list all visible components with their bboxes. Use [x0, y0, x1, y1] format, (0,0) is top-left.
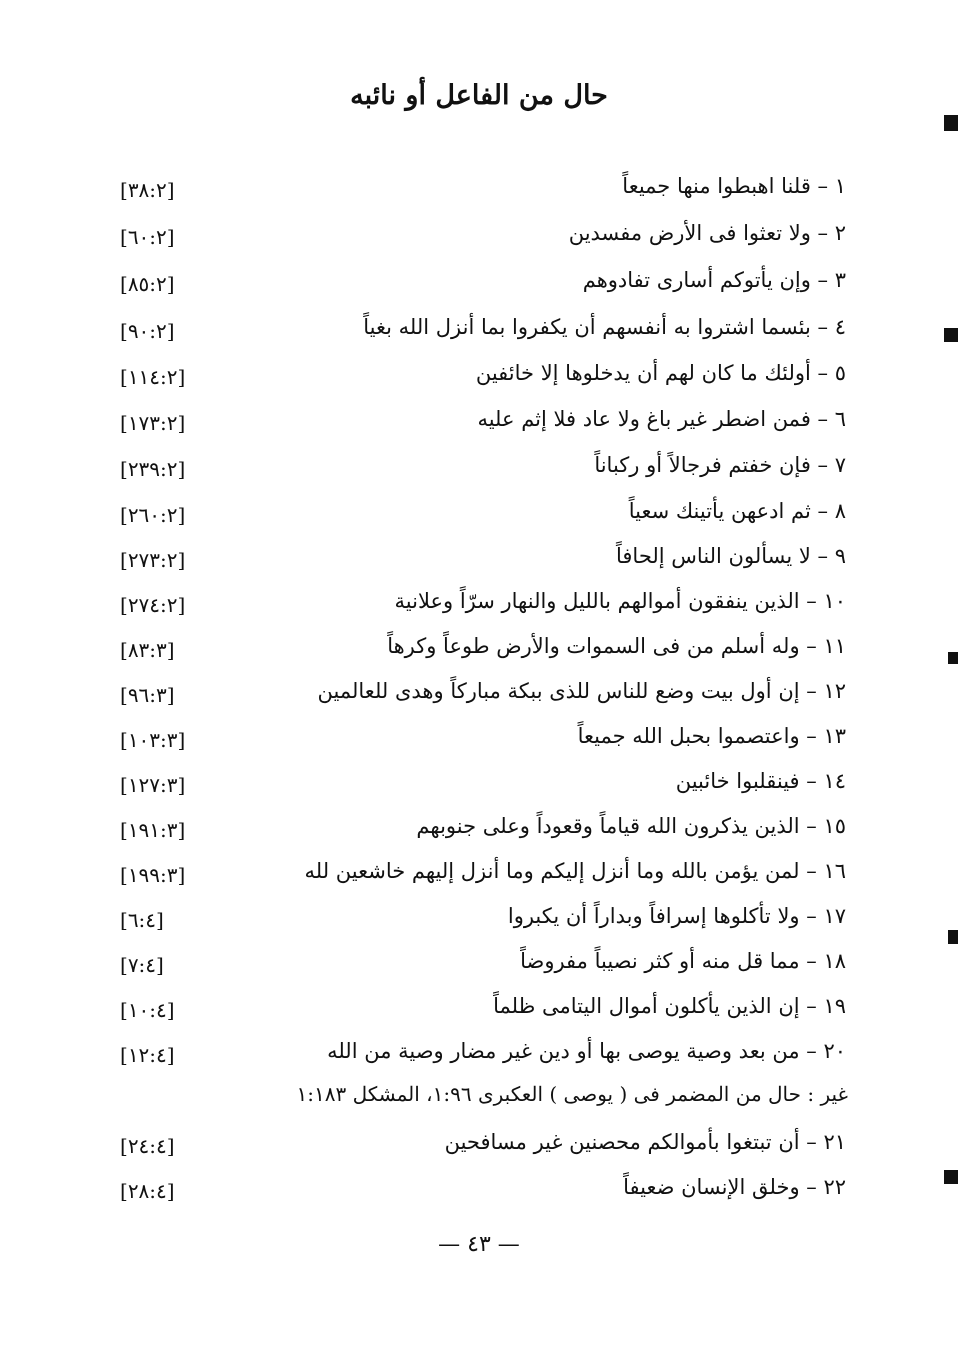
- entry-row: [0, 587, 958, 631]
- entry-row: [0, 992, 958, 1036]
- entry-row: [0, 497, 958, 541]
- verse-text: ١ – قلنا اهبطوا منها جميعاً: [622, 174, 846, 198]
- verse-reference: [٧:٤]: [120, 953, 164, 977]
- footnote-line: غير : حال من المضمر فى ( يوصى ) العكبرى ١:٩٦، المشكل ١:١٨٣: [296, 1082, 848, 1106]
- verse-text: ١٤ – فينقلبوا خائبين: [675, 769, 846, 793]
- scan-edge-mark: [948, 652, 958, 664]
- entry-row: [0, 405, 958, 449]
- entry-row: [0, 313, 958, 357]
- entry-row: [0, 359, 958, 403]
- verse-reference: [٢٧٤:٢]: [120, 593, 186, 617]
- verse-reference: [٩٦:٣]: [120, 683, 175, 707]
- verse-reference: [١٠٣:٣]: [120, 728, 186, 752]
- verse-reference: [٦٠:٢]: [120, 225, 175, 249]
- entry-row: [0, 1173, 958, 1217]
- verse-text: ١٥ – الذين يذكرون الله قياماً وقعوداً وعلى جنوبهم: [416, 814, 846, 838]
- entry-row: [0, 857, 958, 901]
- entry-row: [0, 902, 958, 946]
- verse-text: ٨ – ثم ادعهن يأتينك سعياً: [628, 499, 846, 523]
- verse-reference: [٢٨:٤]: [120, 1179, 175, 1203]
- scan-edge-mark: [944, 328, 958, 342]
- verse-text: ١١ – وله أسلم من فى السموات والأرض طوعاً وكرهاً: [387, 634, 846, 658]
- verse-text: ٢ – ولا تعثوا فى الأرض مفسدين: [568, 221, 846, 245]
- scan-edge-mark: [944, 115, 958, 131]
- entry-row: [0, 451, 958, 495]
- verse-reference: [٢٣٩:٢]: [120, 457, 186, 481]
- page-title: حال من الفاعل أو نائبه: [350, 80, 608, 111]
- entry-row: [0, 767, 958, 811]
- verse-text: ٢٠ – من بعد وصية يوصى بها أو دين غير مضار وصية من الله: [327, 1039, 846, 1063]
- verse-reference: [١٩٩:٣]: [120, 863, 186, 887]
- page-number: — ٤٣ —: [438, 1232, 520, 1257]
- verse-text: ٣ – وإن يأتوكم أسارى تفادوهم: [582, 268, 846, 292]
- verse-reference: [٨٥:٢]: [120, 272, 175, 296]
- verse-reference: [٩٠:٢]: [120, 319, 175, 343]
- entry-row: [0, 632, 958, 676]
- scan-edge-mark: [944, 1170, 958, 1184]
- verse-reference: [١٧٣:٢]: [120, 411, 186, 435]
- verse-text: ١٣ – واعتصموا بحبل الله جميعاً: [577, 724, 846, 748]
- entry-row: [0, 1037, 958, 1081]
- verse-reference: [١١٤:٢]: [120, 365, 186, 389]
- verse-text: ٦ – فمن اضطر غير باغ ولا عاد فلا إثم عليه: [477, 407, 846, 431]
- verse-text: ١٧ – ولا تأكلوها إسرافاً وبداراً أن يكبروا: [507, 904, 846, 928]
- entry-row: [0, 947, 958, 991]
- verse-reference: [١٩١:٣]: [120, 818, 186, 842]
- verse-reference: [٣٨:٢]: [120, 178, 175, 202]
- entry-row: [0, 266, 958, 310]
- verse-reference: [٢٦٠:٢]: [120, 503, 186, 527]
- verse-text: ١٦ – لمن يؤمن بالله وما أنزل إليكم وما أنزل إليهم خاشعين لله: [304, 859, 846, 883]
- verse-reference: [٨٣:٣]: [120, 638, 175, 662]
- entry-row: [0, 172, 958, 216]
- entry-row: [0, 722, 958, 766]
- verse-text: ١٩ – إن الذين يأكلون أموال اليتامى ظلماً: [493, 994, 846, 1018]
- verse-text: ١٠ – الذين ينفقون أموالهم بالليل والنهار سرّاً وعلانية: [394, 589, 846, 613]
- verse-reference: [١٠:٤]: [120, 998, 175, 1022]
- verse-text: ٤ – بئسما اشتروا به أنفسهم أن يكفروا بما أنزل الله بغياً: [363, 315, 846, 339]
- verse-text: ٧ – فإن خفتم فرجالاً أو ركباناً: [594, 453, 846, 477]
- verse-text: ٩ – لا يسألون الناس إلحافاً: [615, 544, 846, 568]
- verse-text: ٢٢ – وخلق الإنسان ضعيفاً: [623, 1175, 846, 1199]
- verse-text: ٥ – أولئك ما كان لهم أن يدخلوها إلا خائفين: [475, 361, 846, 385]
- verse-reference: [٦:٤]: [120, 908, 164, 932]
- entry-row: [0, 219, 958, 263]
- entry-row: [0, 542, 958, 586]
- verse-reference: [١٢:٤]: [120, 1043, 175, 1067]
- verse-reference: [٢٤:٤]: [120, 1134, 175, 1158]
- scan-edge-mark: [948, 930, 958, 944]
- verse-text: ١٢ – إن أول بيت وضع للناس للذى ببكة مباركاً وهدى للعالمين: [317, 679, 846, 703]
- entry-row: [0, 677, 958, 721]
- verse-reference: [١٢٧:٣]: [120, 773, 186, 797]
- entry-row: [0, 1128, 958, 1172]
- verse-text: ٢١ – أن تبتغوا بأموالكم محصنين غير مسافحين: [444, 1130, 846, 1154]
- verse-text: ١٨ – مما قل منه أو كثر نصيباً مفروضاً: [520, 949, 846, 973]
- verse-reference: [٢٧٣:٢]: [120, 548, 186, 572]
- entry-row: [0, 812, 958, 856]
